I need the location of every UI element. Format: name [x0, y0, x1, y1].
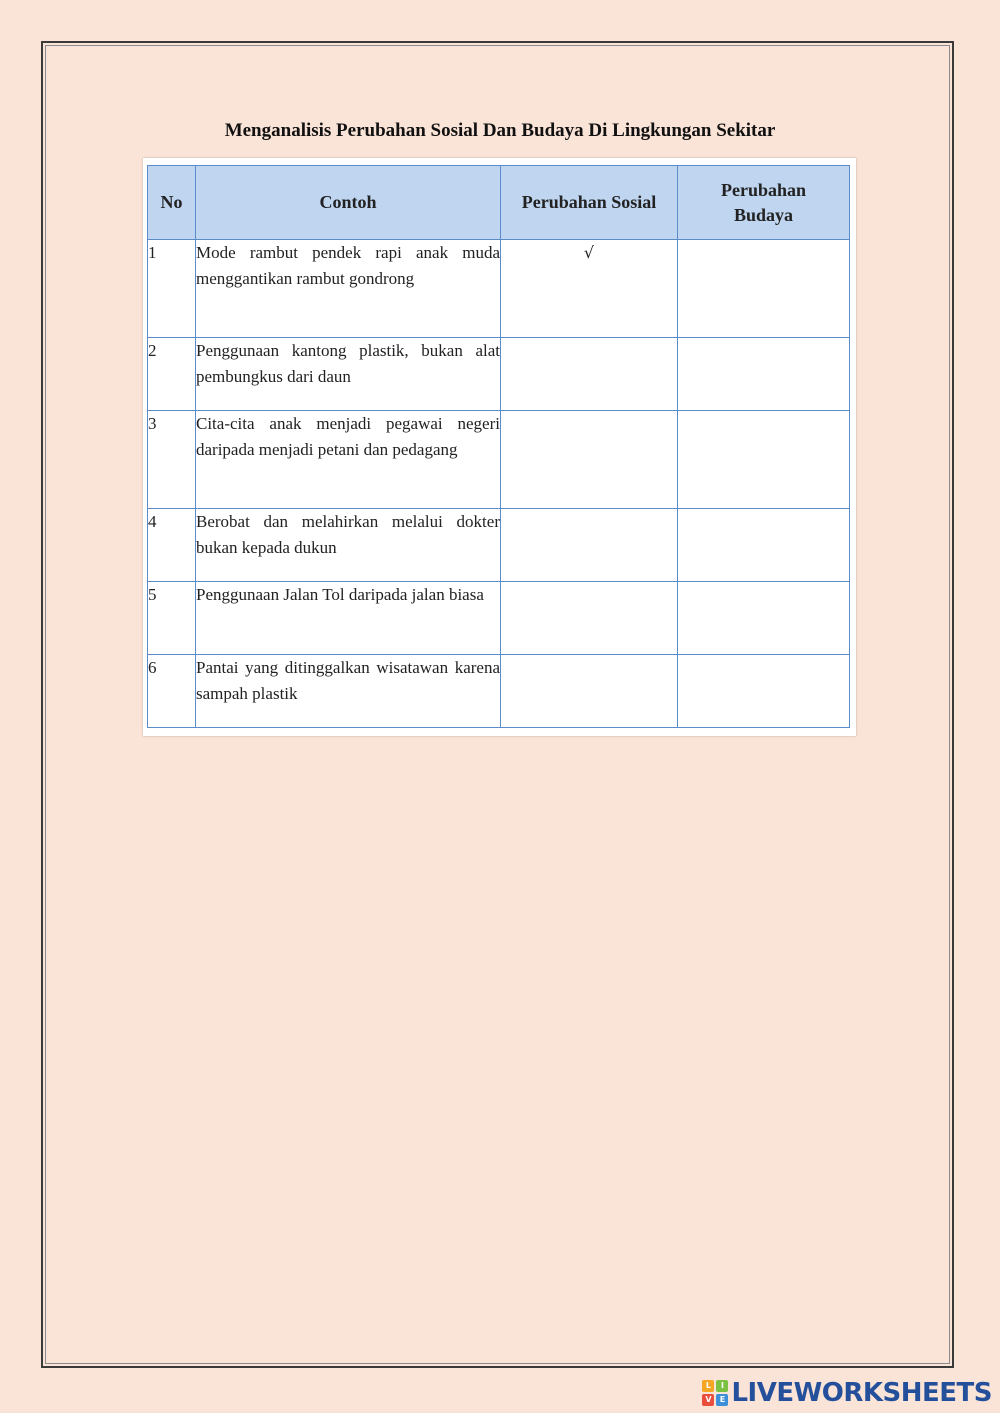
- table-row: [148, 338, 850, 411]
- example-text: Cita-cita anak menjadi pegawai negeri daripada menjadi petani dan pedagang: [196, 411, 501, 509]
- row-number: 6: [148, 655, 196, 728]
- header-contoh: Contoh: [196, 166, 501, 240]
- table-row: [148, 582, 850, 655]
- answer-cell-sosial[interactable]: [501, 509, 678, 582]
- liveworksheets-brand[interactable]: [702, 1377, 992, 1409]
- answer-cell-budaya[interactable]: [678, 338, 850, 411]
- example-text: Penggunaan kantong plastik, bukan alat pembungkus dari daun: [196, 338, 501, 411]
- answer-cell-budaya[interactable]: [678, 582, 850, 655]
- liveworksheets-logo-icon: [702, 1380, 728, 1406]
- logo-tile: E: [716, 1394, 728, 1406]
- table-container: [143, 158, 856, 736]
- header-budaya-line1: Perubahan: [720, 179, 807, 200]
- example-text: Berobat dan melahirkan melalui dokter bukan kepada dukun: [196, 509, 501, 582]
- table-row: [148, 655, 850, 728]
- worksheet-title: Menganalisis Perubahan Sosial Dan Budaya Di Lingkungan Sekitar: [224, 120, 776, 141]
- logo-tile: V: [702, 1394, 714, 1406]
- answer-cell-sosial[interactable]: [501, 411, 678, 509]
- answer-cell-budaya[interactable]: [678, 655, 850, 728]
- table-row: [148, 411, 850, 509]
- logo-tile: L: [702, 1380, 714, 1392]
- answer-cell-budaya[interactable]: [678, 411, 850, 509]
- analysis-table: [147, 165, 850, 728]
- answer-cell-budaya[interactable]: [678, 240, 850, 338]
- answer-cell-sosial[interactable]: √: [501, 240, 678, 338]
- header-budaya-line2: Budaya: [733, 204, 794, 225]
- example-text: Penggunaan Jalan Tol daripada jalan biasa: [196, 582, 501, 655]
- row-number: 5: [148, 582, 196, 655]
- row-number: 2: [148, 338, 196, 411]
- example-text: Mode rambut pendek rapi anak muda menggantikan rambut gondrong: [196, 240, 501, 338]
- logo-tile: I: [716, 1380, 728, 1392]
- answer-cell-sosial[interactable]: [501, 582, 678, 655]
- header-perubahan-sosial: Perubahan Sosial: [501, 166, 678, 240]
- header-perubahan-budaya: [678, 166, 850, 240]
- table-row: [148, 509, 850, 582]
- header-no: No: [148, 166, 196, 240]
- table-row: [148, 240, 850, 338]
- answer-cell-sosial[interactable]: [501, 655, 678, 728]
- row-number: 1: [148, 240, 196, 338]
- row-number: 3: [148, 411, 196, 509]
- answer-cell-sosial[interactable]: [501, 338, 678, 411]
- example-text: Pantai yang ditinggalkan wisatawan karena sampah plastik: [196, 655, 501, 728]
- brand-text: LIVEWORKSHEETS: [731, 1378, 992, 1408]
- table-header-row: [148, 166, 850, 240]
- row-number: 4: [148, 509, 196, 582]
- answer-cell-budaya[interactable]: [678, 509, 850, 582]
